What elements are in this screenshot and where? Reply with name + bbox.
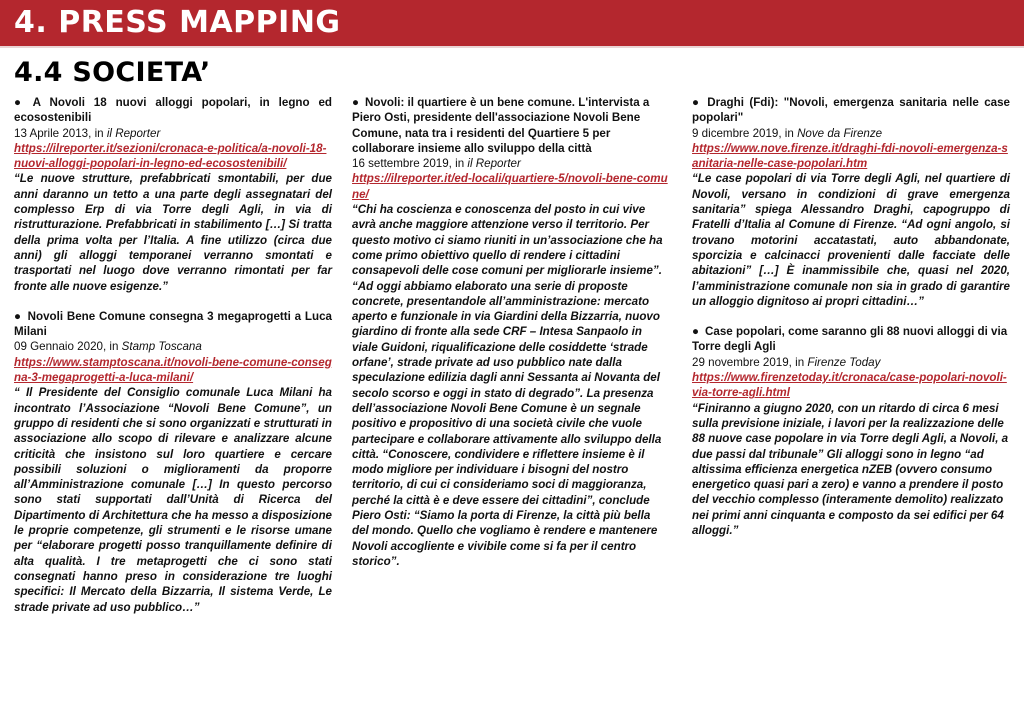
article-date: 29 novembre 2019, in Firenze Today <box>692 355 881 369</box>
article-quote: “ Il Presidente del Consiglio comunale Luca Milani ha incontrato l’Associazione “Novoli Bene Comune”, un gruppo di residenti che si sono organizzati e strutturati in associazione allo scopo di rilevare e analizzare alcune criticità che insistono sul loro quartiere e cercare possibili soluzioni o miglioramenti da proporre all’Amministrazione comunale […] In questo percorso sono stati supportati dall’Unità di Ricerca del Dipartimento di Architettura che ha messo a disposizione le proprie competenze, gli strumenti e le risorse umane per “elaborare progetti posso tranquillamente definire di alta qualità. I tre metaprogetti che ci sono stati consegnati hanno preso in considerazione tre luoghi specifici: Il Mercato della Bizzarria, Il sistema Verde, Le strade private ad uso pubblico…” <box>14 386 332 614</box>
article-date: 9 dicembre 2019, in Nove da Firenze <box>692 126 883 140</box>
column-right <box>692 95 1010 553</box>
article-title: ● Novoli: il quartiere è un bene comune. L'intervista a Piero Osti, presidente dell'associazione Novoli Bene Comune, nata tra i residenti del Quartiere 5 per collaborare insieme allo sviluppo della città <box>352 96 650 155</box>
article-quote: “Le nuove strutture, prefabbricati smontabili, per due anni daranno un tetto a una parte degli assegnatari del complesso Erp di via Torre degli Agli, in via di ristrutturazione. Prefabbricati in stabilimento […] Si tratta della prima volta per l’Italia. A fine utilizzo (circa due anni) gli alloggi temporanei verranno smontati e trasportati nel luogo dove verranno rimontati per far fronte alle nuove esigenze.” <box>14 172 332 293</box>
article <box>14 309 332 615</box>
article-date: 16 settembre 2019, in il Reporter <box>352 157 521 171</box>
article-title: ● Case popolari, come saranno gli 88 nuovi alloggi di via Torre degli Agli <box>692 325 1008 354</box>
page-title: 4. PRESS MAPPING <box>14 5 341 40</box>
article-date: 09 Gennaio 2020, in Stamp Toscana <box>14 340 202 354</box>
column-left <box>14 95 332 630</box>
article <box>692 95 1010 309</box>
article <box>352 95 668 569</box>
bullet-icon: ● <box>14 309 22 323</box>
article-source: Stamp Toscana <box>121 340 202 354</box>
article-quote: “Chi ha coscienza e conoscenza del posto in cui vive avrà anche maggiore attenzione verso il territorio. Per questo motivo ci siamo riuniti in un’associazione che ha come primo obiettivo quello di rendere i cittadini consapevoli delle cose comuni per migliorarle insieme”. “Ad oggi abbiamo elaborato una serie di proposte concrete, presentandole all’amministrazione: mercato aperto e funzionale in via Giardini della Bizzarria, nuovo giardino di fronte alla sede CRF – Intesa Sanpaolo in viale Guidoni, riqualificazione delle cosiddette ‘strade orfane’, strade private ad uso pubblico nate dalla speculazione edilizia dagli anni Sessanta ai Novanta del secolo scorso e oggi in stato di degrado”. La presenza dell’associazione Novoli Bene Comune è un segnale positivo e propositivo di una società civile che vuole partecipare e collaborare attivamente allo sviluppo della città. “Conoscere, condividere e riflettere insieme è il modo migliore per individuare i bisogni del nostro territorio, di cui ci consideriamo soci di maggioranza, perché la città è e deve essere dei cittadini”, conclude Piero Osti: “Siamo la porta di Firenze, la città più bella del mondo. Quello che vogliamo è rendere e mantenere Novoli accogliente e vivibile come si fa per il centro storico”. <box>352 203 663 568</box>
column-center <box>352 95 668 584</box>
article-link[interactable]: https://www.firenzetoday.it/cronaca/case-popolari-novoli-via-torre-agli.html <box>692 371 1007 400</box>
bullet-icon: ● <box>352 96 360 109</box>
article-link[interactable]: https://www.nove.firenze.it/draghi-fdi-novoli-emergenza-sanitaria-nelle-case-popolari.htm <box>692 141 1008 171</box>
article-quote: “Le case popolari di via Torre degli Agli, nel quartiere di Novoli, versano in condizioni di grave emergenza sanitaria” spiega Alessandro Draghi, capogruppo di Fratelli d’Italia al Comune di Firenze. “Ad ogni angolo, si trovano motorini accatastati, auto abbandonate, sporcizia e calcinacci provenienti dalle facciate delle abitazioni” […] È inammissibile che, quasi nel 2020, l’amministrazione comunale non sia in grado di garantire un alloggio dignitoso ai propri cittadini…” <box>692 172 1010 308</box>
article-source: Firenze Today <box>807 355 881 369</box>
bullet-icon: ● <box>14 96 27 109</box>
article-link[interactable]: https://ilreporter.it/sezioni/cronaca-e-politica/a-novoli-18-nuovi-alloggi-popolari-in-legno-ed-ecosostenibili/ <box>14 141 327 171</box>
article-source: il Reporter <box>106 126 161 140</box>
bullet-icon: ● <box>692 325 700 339</box>
article <box>692 324 1010 538</box>
article-quote: “Finiranno a giugno 2020, con un ritardo di circa 6 mesi sulla previsione iniziale, i lavori per la realizzazione delle 88 nuove case popolare in via Torre degli Agli, a Novoli, a due passi dal tribunale” Gli alloggi sono in legno “ad altissima efficienza energetica nZEB (ovvero consumo energetico quasi pari a zero) e vanno a prendere il posto del vecchio complesso (interamente demolito) realizzato nei primi anni cinquanta e composto da sei edifici per 64 alloggi.” <box>692 401 1009 538</box>
header-bar <box>0 0 1024 46</box>
header-divider <box>0 46 1024 48</box>
article-title: ● Draghi (Fdi): "Novoli, emergenza sanitaria nelle case popolari" <box>692 96 1010 125</box>
article <box>14 95 332 294</box>
article-link[interactable]: https://www.stamptoscana.it/novoli-bene-comune-consegna-3-megaprogetti-a-luca-milani/ <box>14 355 332 385</box>
bullet-icon: ● <box>692 96 702 109</box>
article-source: il Reporter <box>467 157 521 171</box>
article-date: 13 Aprile 2013, in il Reporter <box>14 126 161 140</box>
article-title: ● Novoli Bene Comune consegna 3 megaprogetti a Luca Milani <box>14 309 332 339</box>
article-link[interactable]: https://ilreporter.it/ed-locali/quartiere-5/novoli-bene-comune/ <box>352 172 668 201</box>
article-title: ● A Novoli 18 nuovi alloggi popolari, in legno ed ecosostenibili <box>14 96 332 125</box>
article-source: Nove da Firenze <box>797 126 883 140</box>
section-title: 4.4 SOCIETA’ <box>14 57 211 88</box>
